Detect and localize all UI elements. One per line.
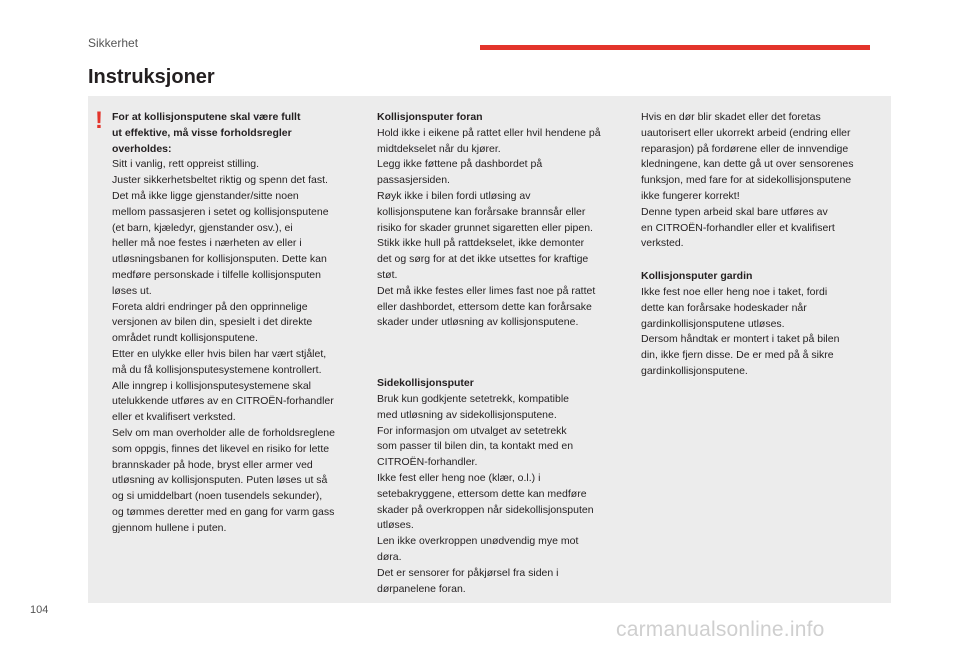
front-airbags-heading: Kollisjonsputer foran bbox=[377, 111, 483, 123]
exclamation-warning-icon: ! bbox=[95, 107, 103, 134]
front-airbags-text: Hold ikke i eikene på rattet eller hvil hendene på midtdekselet når du kjører. Legg ikke føttene på dashbordet på passasjersiden. Røyk ikke i bilen fordi utløsing av kollisjonsputene kan forårsake brannsår eller risiko for skader grunnet sigaretten eller pipen. Stikk ikke hull på rattdekselet, ikke demonter det og sørg for at det ikke utsettes for kraftige støt. Det må ikke festes eller limes fast noe på rattet eller dashbordet, ettersom dette kan forårsake skader under utløsning av kollisjonsputene. bbox=[377, 126, 601, 329]
precautions-heading: For at kollisjonsputene skal være fullt ut effektive, må visse forholdsregler overholdes: bbox=[112, 111, 301, 155]
curtain-airbags-heading: Kollisjonsputer gardin bbox=[641, 270, 753, 283]
column-precautions bbox=[112, 110, 362, 537]
precautions-text: Sitt i vanlig, rett oppreist stilling. Juster sikkerhetsbeltet riktig og spenn det fast. Det må ikke ligge gjenstander/sitte noen mellom passasjeren i setet og kollisjonsputene (et barn, kjæledyr, gjenstander osv.), ei heller må noe festes i nærheten av eller i utløsningsbanen for kollisjonsputen. Dette kan medføre personskade i tilfelle kollisjonsputen løses ut. Foreta aldri endringer på den opprinnelige versjonen av bilen din, spesielt i det direkte området rundt kollisjonsputene. Etter en ulykke eller hvis bilen har vært stjålet, må du få kollisjonsputesystemene kontrollert. Alle inngrep i kollisjonsputesystemene skal utelukkende utføres av en CITROËN-forhandler eller et kvalifisert verksted. Selv om man overholder alle de forholdsreglene som oppgis, finnes det likevel en risiko for lette brannskader på hode, bryst eller armer ved utløsning av kollisjonsputen. Puten løses ut så og si umiddelbart (noen tusendels sekunder), og tømmes deretter med en gang for varm gass gjennom hullene i puten. bbox=[112, 158, 335, 534]
page-number: 104 bbox=[30, 604, 49, 616]
side-airbags-text: Bruk kun godkjente setetrekk, kompatible med utløsning av sidekollisjonsputene. For informasjon om utvalget av setetrekk som passer til bilen din, ta kontakt med en CITROËN-forhandler. Ikke fest eller heng noe (klær, o.l.) i setebakryggene, ettersom dette kan medføre skader på overkroppen når sidekollisjonsputen utløses. Len ikke overkroppen unødvendig mye mot døra. Det er sensorer for påkjørsel fra siden i dørpanelene foran. bbox=[377, 392, 594, 595]
curtain-airbags-text: Ikke fest noe eller heng noe i taket, fordi dette kan forårsake hodeskader når gardinkollisjonsputene utløses. Dersom håndtak er montert i taket på bilen din, ikke fjern disse. De er med på å sikre gardinkollisjonsputene. bbox=[641, 285, 840, 377]
column-doors-curtain bbox=[641, 110, 886, 380]
watermark: carmanualsonline.info bbox=[616, 618, 825, 641]
section-accent-bar bbox=[480, 45, 870, 50]
page-title: Instruksjoner bbox=[88, 66, 215, 88]
door-damage-text: Hvis en dør blir skadet eller det foretas uautorisert eller ukorrekt arbeid (endring eller reparasjon) på fordørene eller de innvendige kledningene, kan dette gå ut over sensorenes funksjon, med fare for at sidekollisjonsputene ikke fungerer korrekt! Denne typen arbeid skal bare utføres av en CITROËN-forhandler eller et kvalifisert verksted. bbox=[641, 111, 854, 250]
column-airbags bbox=[377, 110, 629, 597]
side-airbags-heading: Sidekollisjonsputer bbox=[377, 377, 474, 390]
section-label: Sikkerhet bbox=[88, 36, 139, 50]
